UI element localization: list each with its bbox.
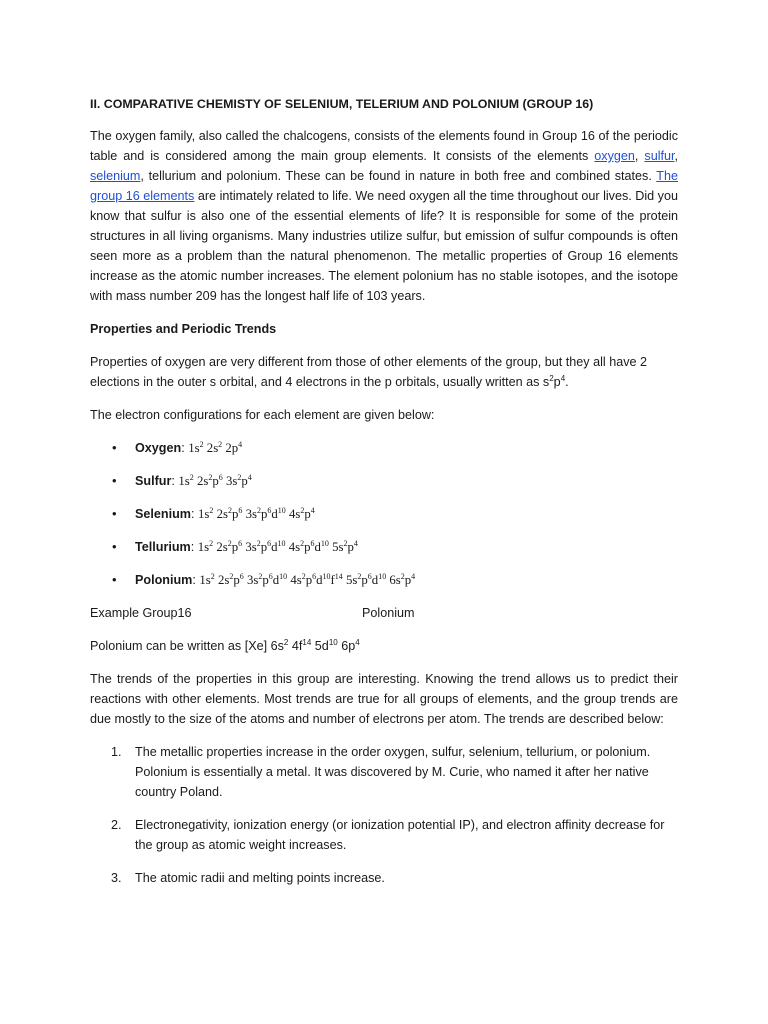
orbital-exponent: 6 <box>267 539 272 548</box>
orbital-base: 4s <box>285 507 301 521</box>
polonium-orbital-exponent: 14 <box>302 638 312 647</box>
element-name: Polonium <box>135 573 193 587</box>
intro-paragraph <box>90 126 678 306</box>
orbital-base: 5s <box>342 573 358 587</box>
orbital-exponent: 2 <box>209 539 214 548</box>
orbital-exponent: 2 <box>218 440 223 449</box>
orbital-base: p <box>260 507 268 521</box>
orbital-base: 2s <box>213 507 228 521</box>
trends-intro: The trends of the properties in this group are interesting. Knowing the trend allows us to predict their reactions with other elements. Most trends are true for all groups of elements, and the group trends are due mostly to the size of the atoms and number of electrons per atom. The trends are described below: <box>90 672 678 726</box>
orbital-exponent: 2 <box>237 473 242 482</box>
element-name: Sulfur <box>135 474 172 488</box>
orbital-exponent: 6 <box>310 539 315 548</box>
polonium-orbital-exponent: 2 <box>283 638 289 647</box>
orbital-base: d <box>272 573 280 587</box>
orbital-base: 1s <box>199 573 211 587</box>
orbital-base: 6s <box>386 573 401 587</box>
orbital-exponent: 4 <box>310 506 315 515</box>
orbital-base: 1s <box>188 441 200 455</box>
orbital-exponent: 2 <box>357 572 362 581</box>
properties-paragraph <box>90 352 678 392</box>
config-item-tellurium: • Tellurium: $1s^2$ $2s^2p^6$ $3s^2p^6d^{10}$ $4s^2p^6d^{10}$ $5s^2p^4$ <box>90 537 678 557</box>
polonium-orbital-exponent: 10 <box>328 638 338 647</box>
group16-elements-link[interactable]: The group 16 elements <box>90 169 678 203</box>
orbital-base: 1s <box>197 540 210 554</box>
polonium-note <box>90 636 678 656</box>
trend-item <box>90 742 678 802</box>
orbital-base: p <box>241 474 248 488</box>
orbital-base: 2s <box>213 540 228 554</box>
trend-number: 3. <box>111 871 122 885</box>
trend-text: The atomic radii and melting points increase. <box>135 871 385 885</box>
electron-configuration <box>198 540 358 554</box>
orbital-exponent: 2 <box>227 539 232 548</box>
element-name: Selenium <box>135 507 191 521</box>
orbital-base: d <box>371 573 379 587</box>
orbital-exponent: 4 <box>238 440 243 449</box>
orbital-exponent: 10 <box>277 506 286 515</box>
orbital-base: p <box>262 573 269 587</box>
orbital-exponent: 2 <box>256 539 261 548</box>
bullet-icon: • <box>112 572 117 587</box>
orbital-base: p <box>233 573 240 587</box>
orbital-exponent: 10 <box>277 539 286 548</box>
properties-end: . <box>565 375 569 389</box>
polonium-note-config <box>271 639 360 653</box>
electron-configuration <box>188 441 242 455</box>
orbital-base: f <box>330 573 335 587</box>
properties-mid: p <box>553 375 561 389</box>
polonium-orbital-base: 5d <box>311 639 329 653</box>
orbital-base: p <box>231 540 239 554</box>
electron-configuration <box>178 474 251 488</box>
orbital-base: p <box>212 474 219 488</box>
orbital-base: p <box>304 540 311 554</box>
orbital-base: 4s <box>285 540 301 554</box>
trend-text: The metallic properties increase in the order oxygen, sulfur, selenium, tellurium, or polonium. Polonium is essentially a metal. It was discovered by M. Curie, who named it after her native country Poland. <box>135 745 651 799</box>
intro-comma-2: , <box>674 149 678 163</box>
orbital-base: 1s <box>198 507 210 521</box>
orbital-exponent: 6 <box>312 572 317 581</box>
orbital-exponent: 2 <box>229 572 234 581</box>
orbital-base: p <box>404 573 412 587</box>
polonium-orbital-base: 6s <box>270 639 284 653</box>
orbital-exponent: 2 <box>301 572 306 581</box>
orbital-base: p <box>231 507 239 521</box>
trend-item <box>90 815 678 855</box>
element-name: Oxygen <box>135 441 182 455</box>
example-element: Polonium <box>362 606 415 620</box>
orbital-base: 5s <box>328 540 344 554</box>
orbital-exponent: 2 <box>208 473 213 482</box>
orbital-base: p <box>304 507 311 521</box>
bullet-icon: • <box>112 506 117 521</box>
orbital-exponent: 14 <box>334 572 343 581</box>
orbital-base: d <box>271 540 278 554</box>
bullet-icon: • <box>112 440 117 455</box>
orbital-exponent: 2 <box>210 572 215 581</box>
orbital-exponent: 2 <box>209 506 214 515</box>
properties-sup-1: 2 <box>549 374 554 383</box>
config-item-oxygen: • Oxygen: $1s^2$ $2s^2$ $2p^4$ <box>90 438 678 458</box>
orbital-exponent: 10 <box>320 539 329 548</box>
orbital-exponent: 6 <box>268 572 273 581</box>
bullet-icon: • <box>112 473 117 488</box>
orbital-exponent: 2 <box>300 506 305 515</box>
trend-number: 1. <box>111 745 122 759</box>
config-item-polonium: • Polonium: $1s^2$ $2s^2p^6$ $3s^2p^6d^{10}$ $4s^2p^6d^{10}f^{14}$ $5s^2p^6d^{10}$ $6s^2p^4$ <box>90 570 678 590</box>
orbital-exponent: 2 <box>189 473 194 482</box>
document-content <box>90 94 678 901</box>
polonium-orbital-base: 4f <box>288 639 303 653</box>
orbital-exponent: 6 <box>238 506 243 515</box>
section-title: II. COMPARATIVE CHEMISTY OF SELENIUM, TELERIUM AND POLONIUM (GROUP 16) <box>90 97 594 111</box>
orbital-exponent: 4 <box>353 539 358 548</box>
orbital-base: p <box>347 540 354 554</box>
electron-configuration <box>199 573 415 587</box>
orbital-base: d <box>316 573 323 587</box>
example-row <box>90 603 678 623</box>
electron-configuration <box>198 507 315 521</box>
orbital-base: 3s <box>243 573 259 587</box>
intro-comma-1: , <box>634 149 645 163</box>
trend-text: Electronegativity, ionization energy (or ionization potential IP), and electron affinity decrease for the group as atomic weight increases. <box>135 818 665 852</box>
element-name: Tellurium <box>135 540 191 554</box>
orbital-base: 3s <box>242 507 257 521</box>
orbital-base: 3s <box>242 540 257 554</box>
orbital-exponent: 2 <box>400 572 405 581</box>
polonium-orbital-exponent: 4 <box>355 638 360 647</box>
orbital-exponent: 2 <box>258 572 263 581</box>
orbital-base: d <box>271 507 278 521</box>
orbital-base: 4s <box>287 573 302 587</box>
orbital-base: 2p <box>222 441 239 455</box>
sulfur-link[interactable]: sulfur <box>644 149 675 163</box>
config-item-sulfur: • Sulfur: $1s^2$ $2s^2p^6$ $3s^2p^4$ <box>90 471 678 491</box>
properties-heading: Properties and Periodic Trends <box>90 322 277 336</box>
polonium-orbital-base: 6p <box>337 639 356 653</box>
orbital-exponent: 2 <box>199 440 204 449</box>
orbital-base: p <box>305 573 313 587</box>
orbital-exponent: 10 <box>279 572 288 581</box>
orbital-exponent: 2 <box>256 506 261 515</box>
oxygen-link[interactable]: oxygen <box>594 149 635 163</box>
orbital-exponent: 2 <box>300 539 305 548</box>
orbital-exponent: 2 <box>227 506 232 515</box>
orbital-base: d <box>314 540 321 554</box>
config-item-selenium: • Selenium: $1s^2$ $2s^2p^6$ $3s^2p^6d^{10}$ $4s^2p^4$ <box>90 504 678 524</box>
intro-text-3: are intimately related to life. We need oxygen all the time throughout our lives. Did you know that sulfur is also one of the essential elements of life? It is responsible for some of the protein structures in all living organisms. Many industries utilize sulfur, but emission of sulfur compounds is often seen more as a problem than the natural phenomenon. The metallic properties of Group 16 elements increase as the atomic number increases. The element polonium has no stable isotopes, and the isotope with mass number 209 has the longest half life of 103 years. <box>90 189 678 303</box>
intro-text-2: , tellurium and polonium. These can be found in nature in both free and combined states. <box>140 169 657 183</box>
orbital-exponent: 6 <box>218 473 223 482</box>
orbital-base: 2s <box>214 573 230 587</box>
orbital-exponent: 4 <box>411 572 416 581</box>
orbital-base: 2s <box>193 474 209 488</box>
config-list <box>90 438 678 590</box>
orbital-exponent: 6 <box>238 539 243 548</box>
selenium-link[interactable]: selenium <box>90 169 141 183</box>
properties-text: Properties of oxygen are very different from those of other elements of the group, but they all have 2 elections in the outer s orbital, and 4 electrons in the p orbitals, usually written as s <box>90 355 648 389</box>
intro-text-1: The oxygen family, also called the chalcogens, consists of the elements found in Group 16 of the periodic table and is considered among the main group elements. It consists of the elements <box>90 129 678 163</box>
polonium-note-prefix: Polonium can be written as [Xe] <box>90 639 271 653</box>
properties-sup-2: 4 <box>560 374 566 383</box>
orbital-base: p <box>361 573 368 587</box>
bullet-icon: • <box>112 539 117 554</box>
orbital-base: 3s <box>222 474 238 488</box>
example-label: Example Group16 <box>90 606 192 620</box>
orbital-base: p <box>260 540 268 554</box>
trends-list <box>90 742 678 888</box>
orbital-exponent: 10 <box>378 572 387 581</box>
trend-number: 2. <box>111 818 122 832</box>
orbital-base: 2s <box>203 441 219 455</box>
trend-item <box>90 868 678 888</box>
orbital-exponent: 6 <box>267 506 272 515</box>
orbital-base: 1s <box>178 474 190 488</box>
orbital-exponent: 2 <box>343 539 348 548</box>
orbital-exponent: 4 <box>247 473 252 482</box>
orbital-exponent: 6 <box>367 572 372 581</box>
orbital-exponent: 10 <box>322 572 331 581</box>
orbital-exponent: 6 <box>239 572 244 581</box>
config-intro: The electron configurations for each element are given below: <box>90 408 435 422</box>
